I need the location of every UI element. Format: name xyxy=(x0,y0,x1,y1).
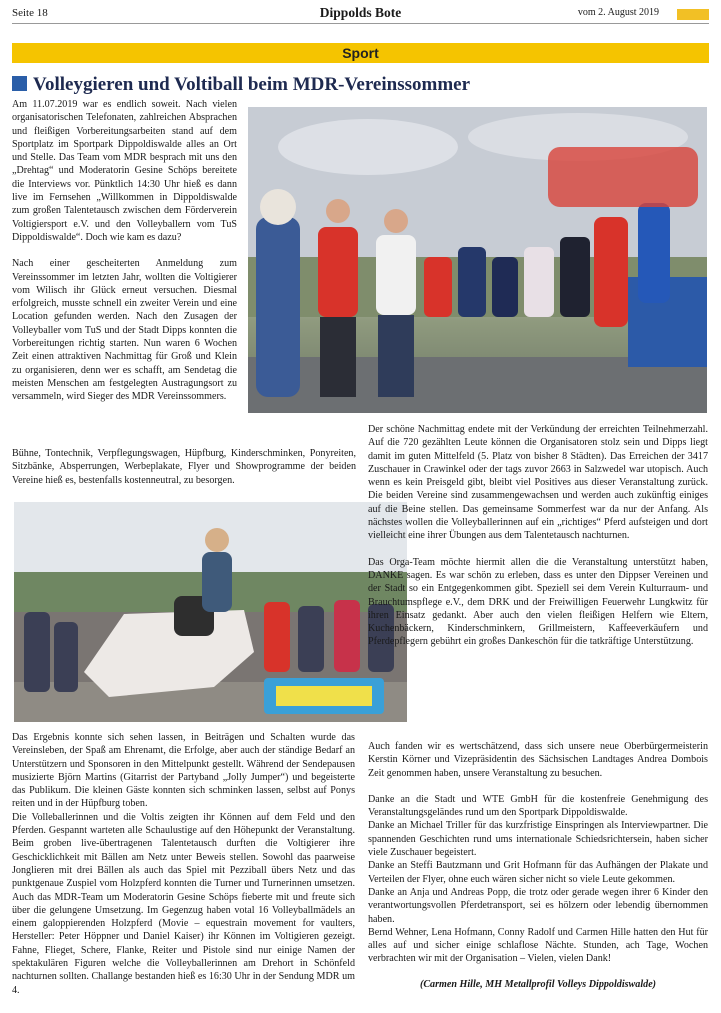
vaulting-horse-photo xyxy=(14,502,407,722)
equipment-paragraph xyxy=(12,447,356,489)
header-accent-bar xyxy=(677,9,709,20)
paragraph: Das Orga-Team möchte hiermit allen die die Veranstaltung unterstützt haben, DANKE sagen. Es war schön zu erleben, dass es unter den Dippser Vereinen und der Stadt so ein Entgegenkommen gibt. Speziell sei dem Verein Kulturraum- und Brauchtumspflege e.V., dem DRK und der Freiwilligen Feuerwehr Lungkwitz für ihren Einsatz gedankt. Aber auch den vielen fleißigen Helfern wie Eltern, Kuchenbäckern, Kinderschminkern, Grillmeistern, Kaffeeverkäufern und Pferdepflegern gebührt ein großes Dankeschön für die tatkräftige Unterstützung. xyxy=(368,556,708,648)
article-intro-column xyxy=(12,98,237,423)
article-signature: (Carmen Hille, MH Metallprofil Volleys Dippoldiswalde) xyxy=(419,978,657,990)
paragraph: Danke an Steffi Bautzmann und Grit Hofmann für das Aufhängen der Plakate und Verteilen der Flyer, ohne euch wären sicher nicht so viele Leute gekommen. xyxy=(368,860,708,885)
paragraph: Danke an Anja und Andreas Popp, die trotz oder gerade wegen ihrer 6 Kinder den verantwortungsvollen Pferdetransport, sei es hölzern oder lebendig übernommen haben. xyxy=(368,886,708,925)
page-number: Seite 18 xyxy=(12,7,48,19)
paragraph: Danke an Michael Triller für das kurzfristige Einspringen als Interviewpartner. Die spannenden Geschichten rund ums internationale Schiedsrichtersein, haben sicher viele Zuschauer begeistert. xyxy=(368,820,708,859)
page-header xyxy=(12,4,709,24)
thanks-column xyxy=(368,740,708,1008)
paragraph: Bernd Wehner, Lena Hofmann, Conny Radolf und Carmen Hille hatten den Hut für alles auf und sicher einige schlaflose Nächte. Stunden, ach Tage, Wochen verbrachten wir mit der Organisation – Vielen, vielen Dank! xyxy=(368,926,708,965)
paragraph: Auch fanden wir es wertschätzend, dass sich unsere neue Oberbürgermeisterin Kerstin Körner und Vizepräsidentin des Sächsischen Landtages Andrea Dombois Zeit genommen haben, unsere Veranstaltung zu besuchen. xyxy=(368,741,708,779)
paragraph: Das Ergebnis konnte sich sehen lassen, in Beiträgen und Schalten wurde das Vereinsleben, der Spaß am Ehrenamt, die Erfolge, aber auch der ständige Bedarf an Unterstützern und Sponsoren in den Mittelpunkt gestellt. Während der Sendepausen musizierte Björn Martins (Gitarrist der Partyband „Jolly Jumper“) und begeisterte das Publikum. Die kleinen Gäste konnten sich schminken lassen, selbst auf Ponys reiten und in der Hüpfburg toben. xyxy=(12,732,355,810)
paragraph: Die Volleballerinnen und die Voltis zeigten ihr Können auf dem Feld und den Pferden. Gespannt warteten alle Schaulustige auf den Höhepunkt der Veranstaltung. Beim groben live-übertragenen Talentetausch durften die Voltigierer ihre Geschicklichkeit mit Bällen am Netz unter Beweis stellen. Sowohl das paarweise Jonglieren mit drei Bällen als auch das Spiel mit Pezziball übers Netz und das punktgenaue Zuspiel vom Holzpferd konnten die Turner und Turnerinnen umsetzen. Auch das MDR-Team um Moderatorin Gesine Schöps fieberte mit und freute sich über die gelungene Umsetzung. Im Gegenzug haben votal 16 Volleyballmädels an einem galoppierenden Holzpferd (Movie – equestrain movement for vaulters, Hersteller: Peter Höppner und Daniel Kaiser) ihr Können im Voltigieren gezeigt. Fahne, Flieget, Schere, Flanke, Reiter und Pistole sind nur einige Namen der spektakulären Figuren welche die Volleyballerinnen am Drehort in Schönfeld nachturnen sollten. Challange bestanden hieß es 16:30 Uhr in der Sendung MDR um 4. xyxy=(12,811,355,996)
paragraph: Bühne, Tontechnik, Verpflegungswagen, Hüpfburg, Kinderschminken, Ponyreiten, Sitzbänke, Absperrungen, Werbeplakate, Flyer und Showprogramme der beiden Vereine hieß es, bestenfalls kostenneutral, zu besorgen. xyxy=(12,448,356,486)
article-bottom-left-column xyxy=(12,731,355,1007)
issue-date: vom 2. August 2019 xyxy=(577,7,659,18)
group-photo-illustration xyxy=(248,107,707,413)
article-right-column xyxy=(368,423,708,723)
article-title-row xyxy=(12,74,470,96)
vaulting-horse-illustration xyxy=(14,502,407,722)
paragraph: Danke an die Stadt und WTE GmbH für die kostenfreie Genehmigung des Veranstaltungsgeländes rund um den Sportpark Dippoldiswalde. xyxy=(368,793,708,819)
title-square-icon xyxy=(12,76,27,91)
section-banner: Sport xyxy=(12,43,709,63)
newspaper-name: Dippolds Bote xyxy=(319,5,402,20)
paragraph: Der schöne Nachmittag endete mit der Verkündung der erreichten Teilnehmerzahl. Auf die 720 gezählten Leute können die Organisatoren stolz sein und Dipps liegt damit im guten Mittelfeld (5. Platz von bisher 8 Städten). Das Erreichen der 3417 Zuschauer in Crawinkel oder der tags zuvor 2663 in Salzwedel war utopisch. Auch wenn es kein Preisgeld gibt, bleibt viel Positives aus dieser Veranstaltung zurück. Die beiden Vereine sind zusammengewachsen und werden auch zukünftig einiges auf die Beine stellen. Das gemeinsame Sommerfest war da nur der Anfang. Als nächstes wollen die Volleyballerinnen auf ein „richtiges“ Pferd aufsteigen und dort vielleicht eine ihrer Übungen aus dem Talentetausch nachturnen. xyxy=(368,424,708,542)
group-photo xyxy=(248,107,707,413)
article-title: Volleygieren und Voltiball beim MDR-Vereinssommer xyxy=(33,74,471,95)
paragraph: Nach einer gescheiterten Anmeldung zum Vereinssommer im letzten Jahr, wollten die Voltigierer vom Wilisch ihr Glück erneut versuchen. Diesmal erfolgreich, musste schnell ein zweiter Verein und eine Location gefunden werden. Nach den Zusagen der Volleyballer vom TuS und der Stadt Dipps konnten die Vorbereitungen richtig starten. Nun waren 6 Wochen Zeit einen attraktiven Nachmittag für Groß und Klein zu organisieren, denn wer es schafft, am Sendetag die meisten Menschen am festgelegten Austragungsort zu versammeln, wird Sieger des MDR Vereinssommers. xyxy=(12,258,237,403)
paragraph: Am 11.07.2019 war es endlich soweit. Nach vielen organisatorischen Telefonaten, zahlreichen Absprachen und fleißigen Vorbereitungsarbeiten stand auf dem Sportplatz im Sportpark Dippoldiswalde alles an Ort und Stelle. Das Team vom MDR besprach mit uns den „Drehtag“ und Moderatorin Gesine Schöps bereitete die Interviews vor. Pünktlich 14:30 Uhr hieß es dann live im Fernsehen „Willkommen in Dippoldiswalde zum großen Talentetausch zwischen dem Förderverein Voltigiersport e.V. und den Volleyballern vom TuS Dippoldiswalde“. Doch wie kam es dazu? xyxy=(12,99,237,243)
